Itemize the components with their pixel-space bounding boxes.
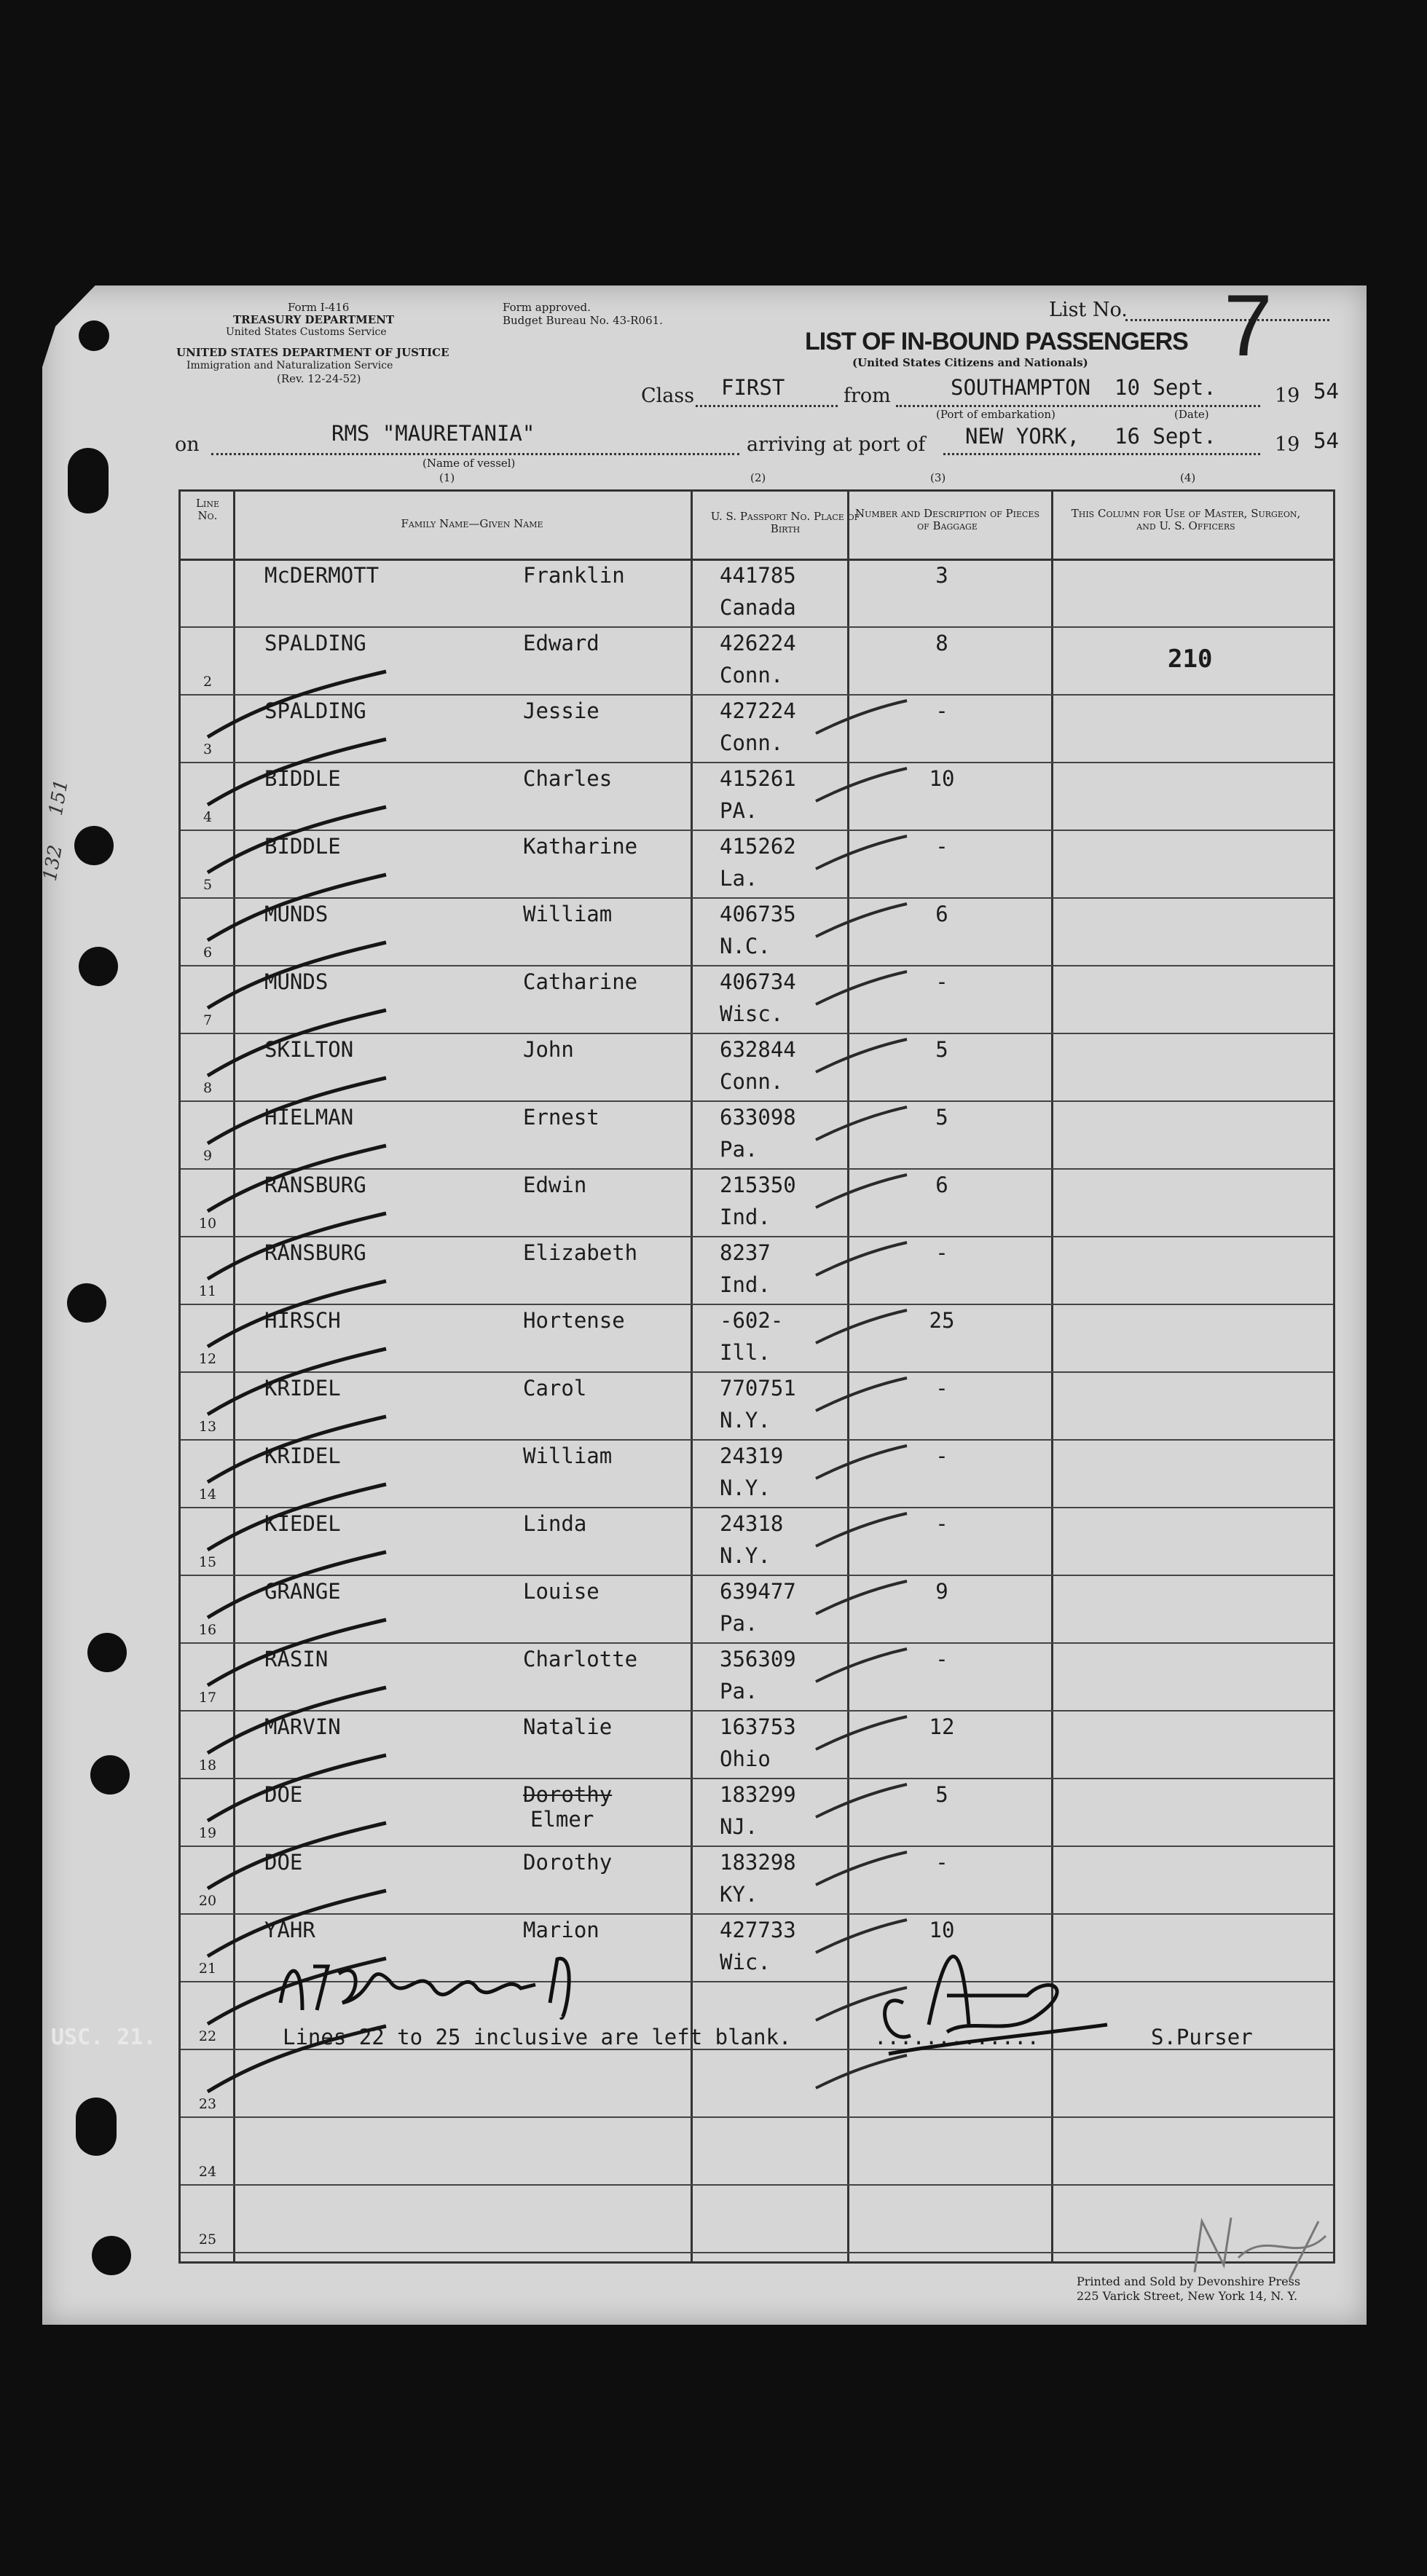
place-of-birth: Ill. <box>720 1340 771 1365</box>
family-name: SPALDING <box>264 698 366 723</box>
family-name: HIELMAN <box>264 1105 354 1130</box>
given-name: Dorothy <box>523 1850 613 1875</box>
place-of-birth: Conn. <box>720 1069 784 1094</box>
form-approved: Form approved. <box>503 301 591 314</box>
line-number: 14 <box>198 1486 217 1502</box>
punch-hole <box>79 320 109 351</box>
given-name: Charles <box>523 766 613 791</box>
baggage-count: - <box>935 698 948 723</box>
budget-bureau: Budget Bureau No. 43-R061. <box>503 314 663 327</box>
col-marker-4: (4) <box>1180 471 1196 484</box>
family-name: KIEDEL <box>264 1511 341 1536</box>
passport-number: 427224 <box>720 698 796 723</box>
passport-number: 632844 <box>720 1037 796 1062</box>
given-name: Elizabeth <box>523 1240 638 1265</box>
class-line <box>696 405 838 407</box>
line-number: 17 <box>198 1690 217 1706</box>
list-no-label: List No. <box>1049 299 1128 321</box>
passport-number: 356309 <box>720 1647 796 1671</box>
place-of-birth: NJ. <box>720 1814 758 1839</box>
line-number: 7 <box>203 1012 213 1028</box>
port-caption: (Port of embarkation) <box>936 408 1055 421</box>
family-name: KRIDEL <box>264 1443 341 1468</box>
baggage-count: 3 <box>935 563 948 588</box>
handwritten-scrawl <box>273 1915 652 2032</box>
baggage-count: - <box>935 1376 948 1401</box>
purser-dots: ............. <box>874 2025 1039 2049</box>
line-number: 13 <box>198 1419 217 1435</box>
family-name: MUNDS <box>264 969 329 994</box>
arrival-port: NEW YORK, <box>965 424 1080 449</box>
baggage-count: - <box>935 1647 948 1671</box>
table-row <box>181 626 1333 696</box>
punch-hole <box>67 1283 106 1323</box>
passport-number: 406734 <box>720 969 796 994</box>
baggage-count: 10 <box>929 766 955 791</box>
punch-hole <box>74 826 114 865</box>
table-row <box>181 1846 1333 1915</box>
given-name: William <box>523 902 613 926</box>
place-of-birth: Ohio <box>720 1746 771 1771</box>
passport-number: 24318 <box>720 1511 784 1536</box>
given-name: Natalie <box>523 1714 613 1739</box>
given-name: Carol <box>523 1376 587 1401</box>
line-number: 22 <box>198 2028 217 2044</box>
baggage-count: - <box>935 1240 948 1265</box>
given-name: Dorothy <box>523 1782 613 1807</box>
line-number: 3 <box>203 741 213 757</box>
col-marker-3: (3) <box>930 471 946 484</box>
baggage-count: 8 <box>935 631 948 655</box>
baggage-count: 5 <box>935 1782 948 1807</box>
vessel-name: RMS "MAURETANIA" <box>331 421 535 446</box>
passport-number: 183299 <box>720 1782 796 1807</box>
table-row <box>181 559 1333 628</box>
family-name: SPALDING <box>264 631 366 655</box>
family-name: SKILTON <box>264 1037 354 1062</box>
line-number: 21 <box>198 1961 217 1977</box>
line-number: 9 <box>203 1148 213 1164</box>
given-name: Jessie <box>523 698 600 723</box>
family-name: HIRSCH <box>264 1308 341 1333</box>
place-of-birth: N.Y. <box>720 1408 771 1433</box>
col-marker-1: (1) <box>439 471 455 484</box>
from-port: SOUTHAMPTON <box>951 375 1091 400</box>
baggage-count: - <box>935 1443 948 1468</box>
place-of-birth: Ind. <box>720 1205 771 1229</box>
given-name: John <box>523 1037 574 1062</box>
baggage-count: 9 <box>935 1579 948 1604</box>
header-baggage: Number and Description of Pieces of Baggage <box>855 507 1039 532</box>
margin-handwriting-1: 151 <box>44 777 73 818</box>
given-name: Ernest <box>523 1105 600 1130</box>
from-line <box>896 405 1260 407</box>
passport-number: 8237 <box>720 1240 771 1265</box>
form-number: Form I-416 <box>288 301 350 314</box>
table-row <box>181 965 1333 1034</box>
baggage-count: 5 <box>935 1105 948 1130</box>
passport-number: 633098 <box>720 1105 796 1130</box>
form-subtitle: (United States Citizens and Nationals) <box>852 356 1088 369</box>
arrival-date: 16 Sept. <box>1115 424 1216 449</box>
header-line-no: Line No. <box>196 497 219 522</box>
line-number: 18 <box>198 1757 217 1773</box>
family-name: BIDDLE <box>264 834 341 859</box>
place-of-birth: Pa. <box>720 1679 758 1703</box>
printer-line-1: Printed and Sold by Devonshire Press <box>1077 2274 1301 2288</box>
place-of-birth: N.Y. <box>720 1476 771 1500</box>
passport-number: 24319 <box>720 1443 784 1468</box>
family-name: BIDDLE <box>264 766 341 791</box>
table-row <box>181 1371 1333 1441</box>
family-name: YAHR <box>264 1918 315 1942</box>
vessel-line <box>211 453 739 455</box>
passport-number: 183298 <box>720 1850 796 1875</box>
purser-signature <box>860 1908 1122 2068</box>
baggage-count: - <box>935 1511 948 1536</box>
line-number: 20 <box>198 1893 217 1909</box>
col-marker-2: (2) <box>750 471 766 484</box>
punch-hole <box>68 448 109 513</box>
table-header <box>181 492 1333 561</box>
baggage-count: - <box>935 834 948 859</box>
place-of-birth: Conn. <box>720 663 784 688</box>
table-row <box>181 1304 1333 1373</box>
header-passport: U. S. Passport No. Place of Birth <box>710 510 860 535</box>
given-name: Edward <box>523 631 600 655</box>
ins-service: Immigration and Naturalization Service <box>186 360 393 371</box>
table-row <box>181 1575 1333 1644</box>
passport-number: 639477 <box>720 1579 796 1604</box>
embark-year: 54 <box>1313 379 1339 403</box>
table-row <box>181 1642 1333 1712</box>
line-number: 11 <box>198 1283 217 1299</box>
justice-dept: UNITED STATES DEPARTMENT OF JUSTICE <box>176 346 449 359</box>
table-row <box>181 1100 1333 1170</box>
passport-number: 770751 <box>720 1376 796 1401</box>
header-officers: This Column for Use of Master, Surgeon, and U. S. Officers <box>1071 507 1301 532</box>
baggage-count: - <box>935 1850 948 1875</box>
place-of-birth: KY. <box>720 1882 758 1907</box>
initials-scrawl <box>1180 2207 1340 2287</box>
line-number: 8 <box>203 1080 213 1096</box>
line-number: 4 <box>203 809 213 825</box>
usc-stamp: USC. 21. <box>51 2025 157 2050</box>
on-label: on <box>175 433 200 456</box>
family-name: RANSBURG <box>264 1173 366 1197</box>
place-of-birth: Conn. <box>720 730 784 755</box>
year-prefix-1: 19 <box>1275 385 1300 407</box>
printer-line-2: 225 Varick Street, New York 14, N. Y. <box>1077 2289 1298 2303</box>
punch-hole <box>87 1633 127 1672</box>
arrival-line <box>943 453 1260 455</box>
line-number: 15 <box>198 1554 217 1570</box>
table-row <box>181 1710 1333 1779</box>
given-name: Catharine <box>523 969 638 994</box>
given-name: William <box>523 1443 613 1468</box>
family-name: RASIN <box>264 1647 329 1671</box>
family-name: MUNDS <box>264 902 329 926</box>
purser-label: S.Purser <box>1151 2025 1253 2049</box>
header-name: Family Name—Given Name <box>401 517 543 530</box>
line-number: 5 <box>203 877 213 893</box>
family-name: GRANGE <box>264 1579 341 1604</box>
family-name: RANSBURG <box>264 1240 366 1265</box>
place-of-birth: La. <box>720 866 758 891</box>
family-name: MARVIN <box>264 1714 341 1739</box>
place-of-birth: N.Y. <box>720 1543 771 1568</box>
passport-number: 441785 <box>720 563 796 588</box>
place-of-birth: N.C. <box>720 934 771 958</box>
margin-handwriting-2: 132 <box>39 843 67 883</box>
table-row <box>181 897 1333 966</box>
line-number: 25 <box>198 2232 217 2248</box>
punch-hole <box>90 1755 130 1795</box>
line-number: 16 <box>198 1622 217 1638</box>
punch-hole <box>79 947 118 986</box>
passport-number: 415262 <box>720 834 796 859</box>
given-name: Linda <box>523 1511 587 1536</box>
arrival-year: 54 <box>1313 428 1339 453</box>
baggage-count: 25 <box>929 1308 955 1333</box>
given-name: Hortense <box>523 1308 625 1333</box>
baggage-count: 6 <box>935 1173 948 1197</box>
table-row <box>181 1778 1333 1847</box>
form-title: LIST OF IN-BOUND PASSENGERS <box>805 328 1188 355</box>
table-row <box>181 694 1333 763</box>
vessel-caption: (Name of vessel) <box>422 457 516 470</box>
place-of-birth: Canada <box>720 595 796 620</box>
customs-service: United States Customs Service <box>226 326 387 338</box>
arriving-label: arriving at port of <box>747 433 926 456</box>
place-of-birth: Pa. <box>720 1611 758 1636</box>
officer-note: 210 <box>1168 645 1213 674</box>
given-name: Louise <box>523 1579 600 1604</box>
passport-number: 426224 <box>720 631 796 655</box>
passport-number: 163753 <box>720 1714 796 1739</box>
class-label: Class <box>641 385 695 407</box>
class-value: FIRST <box>721 375 785 400</box>
line-number: 12 <box>198 1351 217 1367</box>
date-caption: (Date) <box>1174 408 1209 421</box>
family-name: DOE <box>264 1782 303 1807</box>
line-number: 24 <box>198 2164 217 2180</box>
line-number: 10 <box>198 1216 217 1232</box>
place-of-birth: Wisc. <box>720 1001 784 1026</box>
given-name: Edwin <box>523 1173 587 1197</box>
from-label: from <box>844 385 891 407</box>
line-number: 19 <box>198 1825 217 1841</box>
given-name: Charlotte <box>523 1647 638 1671</box>
passport-number: 415261 <box>720 766 796 791</box>
table-row <box>181 830 1333 899</box>
table-row <box>181 1439 1333 1508</box>
baggage-count: 5 <box>935 1037 948 1062</box>
embark-date: 10 Sept. <box>1115 375 1216 400</box>
blank-lines-note: Lines 22 to 25 inclusive are left blank. <box>283 2025 792 2049</box>
list-no-value: 7 <box>1224 277 1273 374</box>
place-of-birth: PA. <box>720 798 758 823</box>
table-row <box>181 1236 1333 1305</box>
passport-number: 406735 <box>720 902 796 926</box>
line-number: 6 <box>203 945 213 961</box>
family-name: McDERMOTT <box>264 563 380 588</box>
baggage-count: 6 <box>935 902 948 926</box>
passport-number: 215350 <box>720 1173 796 1197</box>
given-name: Katharine <box>523 834 638 859</box>
baggage-count: 10 <box>929 1918 955 1942</box>
table-row <box>181 1033 1333 1102</box>
table-row <box>181 762 1333 831</box>
punch-hole <box>92 2236 131 2275</box>
passport-number: -602- <box>720 1308 784 1333</box>
year-prefix-2: 19 <box>1275 433 1300 456</box>
given-name-correction: Elmer <box>530 1807 594 1832</box>
treasury-dept: TREASURY DEPARTMENT <box>233 313 395 326</box>
place-of-birth: Ind. <box>720 1272 771 1297</box>
table-row <box>181 2184 1333 2253</box>
baggage-count: 12 <box>929 1714 955 1739</box>
baggage-count: - <box>935 969 948 994</box>
table-row <box>181 2116 1333 2186</box>
place-of-birth: Wic. <box>720 1950 771 1974</box>
revision: (Rev. 12-24-52) <box>277 372 361 385</box>
family-name: KRIDEL <box>264 1376 341 1401</box>
family-name: DOE <box>264 1850 303 1875</box>
table-row <box>181 2049 1333 2118</box>
line-number: 23 <box>198 2096 217 2112</box>
punch-hole <box>76 2098 117 2156</box>
place-of-birth: Pa. <box>720 1137 758 1162</box>
line-number: 2 <box>203 674 213 690</box>
given-name: Franklin <box>523 563 625 588</box>
passport-number: 427733 <box>720 1918 796 1942</box>
table-row <box>181 1507 1333 1576</box>
given-name: Marion <box>523 1918 600 1942</box>
table-row <box>181 1168 1333 1237</box>
